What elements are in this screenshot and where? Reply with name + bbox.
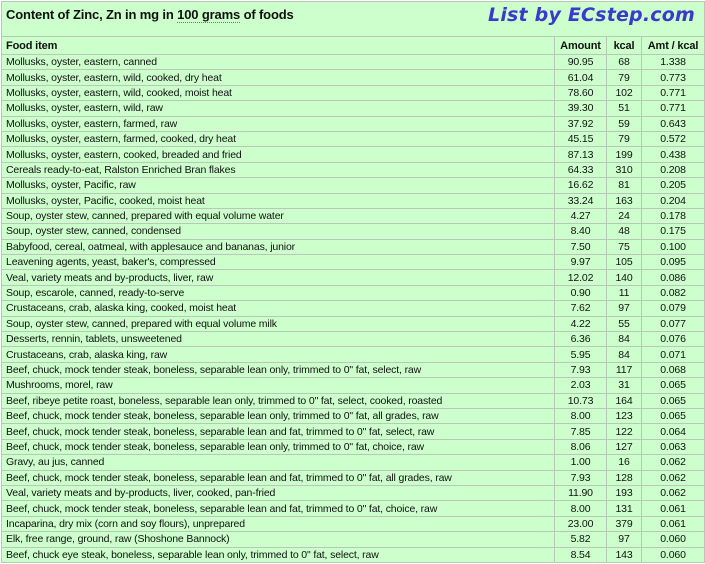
amt-per-kcal-cell: 0.082 <box>642 285 705 300</box>
food-name-cell: Incaparina, dry mix (corn and soy flours), unprepared <box>2 516 555 531</box>
header-food-item: Food item <box>2 37 555 55</box>
table-row <box>2 270 705 285</box>
kcal-cell: 122 <box>607 424 642 439</box>
amt-per-kcal-cell: 0.062 <box>642 455 705 470</box>
amount-cell: 45.15 <box>555 131 607 146</box>
kcal-cell: 117 <box>607 362 642 377</box>
kcal-cell: 68 <box>607 55 642 70</box>
kcal-cell: 97 <box>607 301 642 316</box>
food-name-cell: Gravy, au jus, canned <box>2 455 555 470</box>
amount-cell: 4.27 <box>555 208 607 223</box>
amount-cell: 8.00 <box>555 501 607 516</box>
amt-per-kcal-cell: 0.065 <box>642 393 705 408</box>
amount-cell: 78.60 <box>555 85 607 100</box>
kcal-cell: 79 <box>607 70 642 85</box>
food-name-cell: Babyfood, cereal, oatmeal, with applesauce and bananas, junior <box>2 239 555 254</box>
kcal-cell: 97 <box>607 532 642 547</box>
table-row <box>2 55 705 70</box>
table-row <box>2 239 705 254</box>
amt-per-kcal-cell: 1.338 <box>642 55 705 70</box>
food-name-cell: Mushrooms, morel, raw <box>2 378 555 393</box>
table-row <box>2 316 705 331</box>
table-row <box>2 162 705 177</box>
amount-cell: 4.22 <box>555 316 607 331</box>
food-name-cell: Crustaceans, crab, alaska king, cooked, moist heat <box>2 301 555 316</box>
kcal-cell: 140 <box>607 270 642 285</box>
spacer-row <box>2 27 705 37</box>
food-name-cell: Veal, variety meats and by-products, liver, raw <box>2 270 555 285</box>
amount-cell: 5.82 <box>555 532 607 547</box>
food-name-cell: Beef, chuck, mock tender steak, boneless, separable lean only, trimmed to 0" fat, select, raw <box>2 362 555 377</box>
amt-per-kcal-cell: 0.076 <box>642 332 705 347</box>
amount-cell: 16.62 <box>555 178 607 193</box>
food-name-cell: Desserts, rennin, tablets, unsweetened <box>2 332 555 347</box>
amt-per-kcal-cell: 0.062 <box>642 470 705 485</box>
amount-cell: 90.95 <box>555 55 607 70</box>
amount-cell: 8.06 <box>555 439 607 454</box>
kcal-cell: 24 <box>607 208 642 223</box>
amt-per-kcal-cell: 0.061 <box>642 501 705 516</box>
food-name-cell: Beef, ribeye petite roast, boneless, separable lean only, trimmed to 0" fat, select, cooked, roasted <box>2 393 555 408</box>
amt-per-kcal-cell: 0.065 <box>642 378 705 393</box>
table-row <box>2 116 705 131</box>
amount-cell: 10.73 <box>555 393 607 408</box>
amount-cell: 87.13 <box>555 147 607 162</box>
amt-per-kcal-cell: 0.062 <box>642 485 705 500</box>
food-name-cell: Beef, chuck, mock tender steak, boneless, separable lean and fat, trimmed to 0" fat, choice, raw <box>2 501 555 516</box>
amt-per-kcal-cell: 0.079 <box>642 301 705 316</box>
header-amt-per-kcal: Amt / kcal <box>642 37 705 55</box>
amount-cell: 7.50 <box>555 239 607 254</box>
kcal-cell: 123 <box>607 408 642 423</box>
amt-per-kcal-cell: 0.063 <box>642 439 705 454</box>
table-row <box>2 70 705 85</box>
table-row <box>2 85 705 100</box>
amt-per-kcal-cell: 0.100 <box>642 239 705 254</box>
food-name-cell: Crustaceans, crab, alaska king, raw <box>2 347 555 362</box>
amount-cell: 7.93 <box>555 362 607 377</box>
kcal-cell: 81 <box>607 178 642 193</box>
zinc-content-table <box>1 1 705 563</box>
kcal-cell: 379 <box>607 516 642 531</box>
amount-cell: 61.04 <box>555 70 607 85</box>
amount-cell: 11.90 <box>555 485 607 500</box>
kcal-cell: 164 <box>607 393 642 408</box>
amount-cell: 23.00 <box>555 516 607 531</box>
table-row <box>2 516 705 531</box>
kcal-cell: 131 <box>607 501 642 516</box>
table-row <box>2 547 705 562</box>
kcal-cell: 84 <box>607 347 642 362</box>
amount-cell: 9.97 <box>555 255 607 270</box>
food-name-cell: Beef, chuck eye steak, boneless, separable lean only, trimmed to 0" fat, select, raw <box>2 547 555 562</box>
kcal-cell: 48 <box>607 224 642 239</box>
table-row <box>2 424 705 439</box>
kcal-cell: 16 <box>607 455 642 470</box>
kcal-cell: 31 <box>607 378 642 393</box>
amt-per-kcal-cell: 0.773 <box>642 70 705 85</box>
table-row <box>2 347 705 362</box>
amount-cell: 64.33 <box>555 162 607 177</box>
table-row <box>2 224 705 239</box>
amount-cell: 7.93 <box>555 470 607 485</box>
amt-per-kcal-cell: 0.771 <box>642 101 705 116</box>
food-name-cell: Mollusks, oyster, eastern, wild, cooked, dry heat <box>2 70 555 85</box>
food-name-cell: Mollusks, oyster, eastern, canned <box>2 55 555 70</box>
table-row <box>2 255 705 270</box>
table-row <box>2 501 705 516</box>
kcal-cell: 84 <box>607 332 642 347</box>
kcal-cell: 11 <box>607 285 642 300</box>
food-name-cell: Mollusks, oyster, Pacific, raw <box>2 178 555 193</box>
kcal-cell: 163 <box>607 193 642 208</box>
table-row <box>2 439 705 454</box>
kcal-cell: 55 <box>607 316 642 331</box>
amount-cell: 2.03 <box>555 378 607 393</box>
kcal-cell: 128 <box>607 470 642 485</box>
amount-cell: 12.02 <box>555 270 607 285</box>
food-name-cell: Mollusks, oyster, Pacific, cooked, moist heat <box>2 193 555 208</box>
header-amount: Amount <box>555 37 607 55</box>
amt-per-kcal-cell: 0.077 <box>642 316 705 331</box>
title-suffix: of foods <box>240 7 294 22</box>
amt-per-kcal-cell: 0.068 <box>642 362 705 377</box>
food-name-cell: Beef, chuck, mock tender steak, boneless, separable lean and fat, trimmed to 0" fat, select, raw <box>2 424 555 439</box>
table-row <box>2 285 705 300</box>
food-name-cell: Soup, oyster stew, canned, prepared with equal volume water <box>2 208 555 223</box>
kcal-cell: 199 <box>607 147 642 162</box>
amount-cell: 8.54 <box>555 547 607 562</box>
amt-per-kcal-cell: 0.060 <box>642 547 705 562</box>
food-name-cell: Mollusks, oyster, eastern, farmed, raw <box>2 116 555 131</box>
amount-cell: 8.00 <box>555 408 607 423</box>
amount-cell: 8.40 <box>555 224 607 239</box>
amount-cell: 7.85 <box>555 424 607 439</box>
table-row <box>2 178 705 193</box>
kcal-cell: 51 <box>607 101 642 116</box>
amt-per-kcal-cell: 0.086 <box>642 270 705 285</box>
kcal-cell: 193 <box>607 485 642 500</box>
column-header-row <box>2 37 705 55</box>
table-row <box>2 470 705 485</box>
kcal-cell: 127 <box>607 439 642 454</box>
amount-cell: 5.95 <box>555 347 607 362</box>
table-row <box>2 455 705 470</box>
table-row <box>2 131 705 146</box>
kcal-cell: 102 <box>607 85 642 100</box>
kcal-cell: 59 <box>607 116 642 131</box>
ecstep-watermark: List by ECstep.com <box>488 4 695 26</box>
amt-per-kcal-cell: 0.178 <box>642 208 705 223</box>
amount-cell: 33.24 <box>555 193 607 208</box>
amt-per-kcal-cell: 0.771 <box>642 85 705 100</box>
table-row <box>2 301 705 316</box>
amt-per-kcal-cell: 0.060 <box>642 532 705 547</box>
table-row <box>2 332 705 347</box>
food-name-cell: Soup, oyster stew, canned, condensed <box>2 224 555 239</box>
food-name-cell: Mollusks, oyster, eastern, farmed, cooked, dry heat <box>2 131 555 146</box>
amt-per-kcal-cell: 0.205 <box>642 178 705 193</box>
table-row <box>2 378 705 393</box>
amt-per-kcal-cell: 0.208 <box>642 162 705 177</box>
amount-cell: 37.92 <box>555 116 607 131</box>
table-row <box>2 147 705 162</box>
food-name-cell: Veal, variety meats and by-products, liver, cooked, pan-fried <box>2 485 555 500</box>
kcal-cell: 79 <box>607 131 642 146</box>
amt-per-kcal-cell: 0.572 <box>642 131 705 146</box>
food-name-cell: Soup, escarole, canned, ready-to-serve <box>2 285 555 300</box>
amt-per-kcal-cell: 0.204 <box>642 193 705 208</box>
title-prefix: Content of Zinc, Zn in mg in <box>6 7 178 22</box>
food-name-cell: Cereals ready-to-eat, Ralston Enriched Bran flakes <box>2 162 555 177</box>
table-row <box>2 208 705 223</box>
kcal-cell: 310 <box>607 162 642 177</box>
header-kcal: kcal <box>607 37 642 55</box>
table-row <box>2 532 705 547</box>
table-row <box>2 362 705 377</box>
amount-cell: 1.00 <box>555 455 607 470</box>
table-row <box>2 485 705 500</box>
amt-per-kcal-cell: 0.064 <box>642 424 705 439</box>
amt-per-kcal-cell: 0.438 <box>642 147 705 162</box>
kcal-cell: 143 <box>607 547 642 562</box>
food-name-cell: Beef, chuck, mock tender steak, boneless, separable lean and fat, trimmed to 0" fat, all grades, raw <box>2 470 555 485</box>
food-name-cell: Elk, free range, ground, raw (Shoshone Bannock) <box>2 532 555 547</box>
food-name-cell: Soup, oyster stew, canned, prepared with equal volume milk <box>2 316 555 331</box>
food-name-cell: Mollusks, oyster, eastern, wild, raw <box>2 101 555 116</box>
kcal-cell: 105 <box>607 255 642 270</box>
amount-cell: 39.30 <box>555 101 607 116</box>
amt-per-kcal-cell: 0.175 <box>642 224 705 239</box>
amt-per-kcal-cell: 0.061 <box>642 516 705 531</box>
amount-cell: 6.36 <box>555 332 607 347</box>
title-underlined-term[interactable]: 100 grams <box>177 7 241 22</box>
food-name-cell: Mollusks, oyster, eastern, wild, cooked, moist heat <box>2 85 555 100</box>
amt-per-kcal-cell: 0.643 <box>642 116 705 131</box>
food-name-cell: Leavening agents, yeast, baker's, compressed <box>2 255 555 270</box>
table-row <box>2 393 705 408</box>
table-row <box>2 408 705 423</box>
kcal-cell: 75 <box>607 239 642 254</box>
amt-per-kcal-cell: 0.071 <box>642 347 705 362</box>
table-row <box>2 101 705 116</box>
food-name-cell: Beef, chuck, mock tender steak, boneless, separable lean only, trimmed to 0" fat, all grades, raw <box>2 408 555 423</box>
table-body <box>2 55 705 563</box>
food-name-cell: Mollusks, oyster, eastern, cooked, breaded and fried <box>2 147 555 162</box>
table-row <box>2 193 705 208</box>
amount-cell: 0.90 <box>555 285 607 300</box>
amt-per-kcal-cell: 0.065 <box>642 408 705 423</box>
amt-per-kcal-cell: 0.095 <box>642 255 705 270</box>
amount-cell: 7.62 <box>555 301 607 316</box>
food-name-cell: Beef, chuck, mock tender steak, boneless, separable lean only, trimmed to 0" fat, choice, raw <box>2 439 555 454</box>
